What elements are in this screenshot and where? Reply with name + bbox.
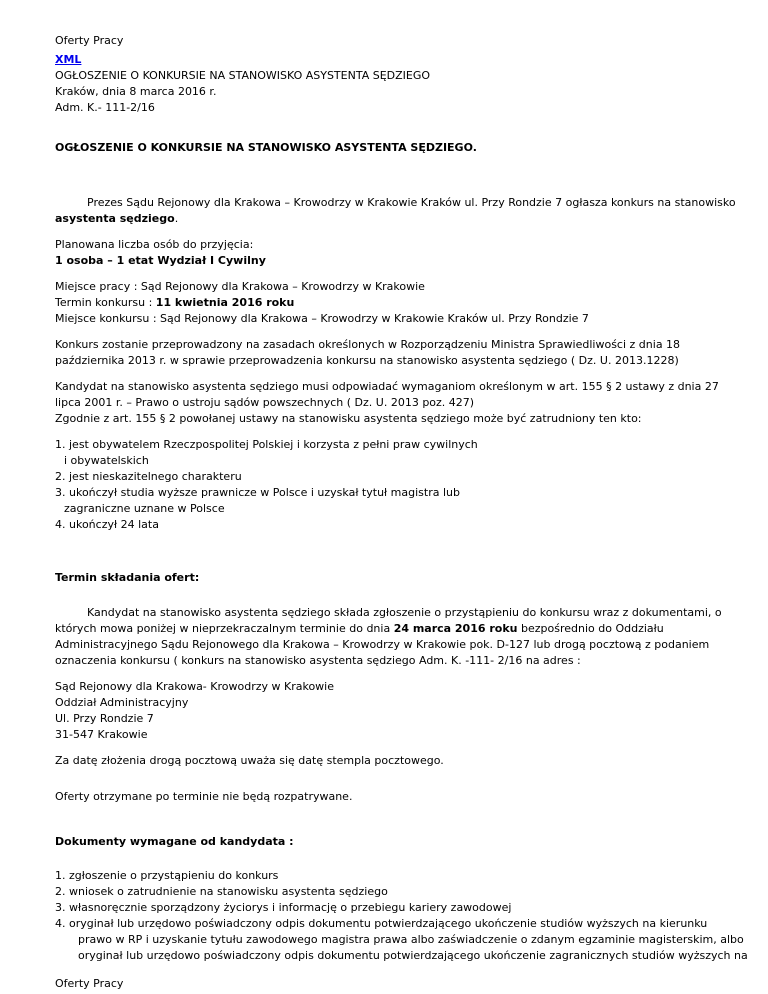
contest-term-label: Termin konkursu : bbox=[55, 296, 156, 309]
deadline-date: 24 marca 2016 roku bbox=[393, 622, 518, 635]
address-line-3: Ul. Przy Rondzie 7 bbox=[55, 712, 154, 725]
reference-number: Adm. K.- 111-2/16 bbox=[55, 101, 155, 114]
documents-heading: Dokumenty wymagane od kandydata : bbox=[55, 835, 294, 848]
condition-3-cont: zagraniczne uznane w Polsce bbox=[64, 502, 225, 515]
intro-bold: asystenta sędziego bbox=[55, 212, 175, 225]
contest-venue: Miejsce konkursu : Sąd Rejonowy dla Krakowa – Krowodrzy w Krakowie Kraków ul. Przy Rondzie 7 bbox=[55, 312, 589, 325]
late-note: Oferty otrzymane po terminie nie będą rozpatrywane. bbox=[55, 790, 353, 803]
regulation-line1: Konkurs zostanie przeprowadzony na zasadach określonych w Rozporządzeniu Ministra Sprawiedliwości z dnia 18 bbox=[55, 338, 681, 351]
deadline-line2-post: bezpośrednio do Oddziału bbox=[517, 622, 664, 635]
planned-label: Planowana liczba osób do przyjęcia: bbox=[55, 238, 254, 251]
xml-link-row bbox=[55, 52, 728, 68]
announcement-heading: OGŁOSZENIE O KONKURSIE NA STANOWISKO ASYSTENTA SĘDZIEGO bbox=[55, 69, 431, 82]
contest-term-value: 11 kwietnia 2016 roku bbox=[155, 296, 295, 309]
condition-1-cont: i obywatelskich bbox=[64, 454, 149, 467]
place-date: Kraków, dnia 8 marca 2016 r. bbox=[55, 85, 217, 98]
document-item-4-cont1: prawo w RP i uzyskanie tytułu zawodowego magistra prawa albo zaświadczenie o zdanym egzaminie magisterskim, albo bbox=[78, 933, 744, 946]
postmark-note: Za datę złożenia drogą pocztową uważa się datę stempla pocztowego. bbox=[55, 754, 444, 767]
address-line-4: 31-547 Krakowie bbox=[55, 728, 148, 741]
document-item-4: 4. oryginał lub urzędowo poświadczony odpis dokumentu potwierdzającego ukończenie studiów wyższych na kierunku bbox=[55, 917, 708, 930]
page-header-title: Oferty Pracy bbox=[55, 34, 124, 47]
address-line-2: Oddział Administracyjny bbox=[55, 696, 189, 709]
regulation-line2: października 2013 r. w sprawie przeprowadzenia konkursu na stanowisko asystenta sędziego ( Dz. U. 2013.1228) bbox=[55, 354, 679, 367]
requirements-line3: Zgodnie z art. 155 § 2 powołanej ustawy na stanowisku asystenta sędziego może być zatrudniony ten kto: bbox=[55, 412, 642, 425]
condition-3: 3. ukończył studia wyższe prawnicze w Polsce i uzyskał tytuł magistra lub bbox=[55, 486, 460, 499]
deadline-heading: Termin składania ofert: bbox=[55, 571, 200, 584]
work-place: Miejsce pracy : Sąd Rejonowy dla Krakowa – Krowodrzy w Krakowie bbox=[55, 280, 425, 293]
address-line-1: Sąd Rejonowy dla Krakowa- Krowodrzy w Krakowie bbox=[55, 680, 335, 693]
document-item-2: 2. wniosek o zatrudnienie na stanowisku asystenta sędziego bbox=[55, 885, 388, 898]
deadline-line3: Administracyjnego Sądu Rejonowego dla Krakowa – Krowodrzy w Krakowie pok. D-127 lub drogą pocztową z podaniem bbox=[55, 638, 710, 651]
deadline-line2 bbox=[55, 621, 728, 637]
intro-end: . bbox=[174, 212, 179, 225]
condition-2: 2. jest nieskazitelnego charakteru bbox=[55, 470, 242, 483]
condition-1: 1. jest obywatelem Rzeczpospolitej Polskiej i korzysta z pełni praw cywilnych bbox=[55, 438, 478, 451]
condition-4: 4. ukończył 24 lata bbox=[55, 518, 159, 531]
main-heading: OGŁOSZENIE O KONKURSIE NA STANOWISKO ASYSTENTA SĘDZIEGO. bbox=[55, 141, 477, 154]
contest-term bbox=[55, 295, 728, 311]
xml-link[interactable]: XML bbox=[55, 53, 82, 66]
document-item-1: 1. zgłoszenie o przystąpieniu do konkurs bbox=[55, 869, 279, 882]
intro-line2 bbox=[55, 211, 728, 227]
intro-line1: Prezes Sądu Rejonowy dla Krakowa – Krowodrzy w Krakowie Kraków ul. Przy Rondzie 7 ogłasza konkurs na stanowisko bbox=[87, 196, 736, 209]
deadline-line1: Kandydat na stanowisko asystenta sędziego składa zgłoszenie o przystąpieniu do konkursu wraz z dokumentami, o bbox=[87, 606, 722, 619]
deadline-line4: oznaczenia konkursu ( konkurs na stanowisko asystenta sędziego Adm. K. -111- 2/16 na adres : bbox=[55, 654, 581, 667]
page-footer-title: Oferty Pracy bbox=[55, 977, 124, 990]
requirements-line2: lipca 2001 r. – Prawo o ustroju sądów powszechnych ( Dz. U. 2013 poz. 427) bbox=[55, 396, 475, 409]
document-item-3: 3. własnoręcznie sporządzony życiorys i informację o przebiegu kariery zawodowej bbox=[55, 901, 512, 914]
document-item-4-cont2: oryginał lub urzędowo poświadczony odpis dokumentu potwierdzającego ukończenie zagranicznych studiów wyższych na bbox=[78, 949, 748, 962]
requirements-line1: Kandydat na stanowisko asystenta sędziego musi odpowiadać wymaganiom określonym w art. 155 § 2 ustawy z dnia 27 bbox=[55, 380, 719, 393]
planned-value: 1 osoba – 1 etat Wydział I Cywilny bbox=[55, 254, 266, 267]
deadline-line2-pre: których mowa poniżej w nieprzekraczalnym terminie do dnia bbox=[55, 622, 394, 635]
